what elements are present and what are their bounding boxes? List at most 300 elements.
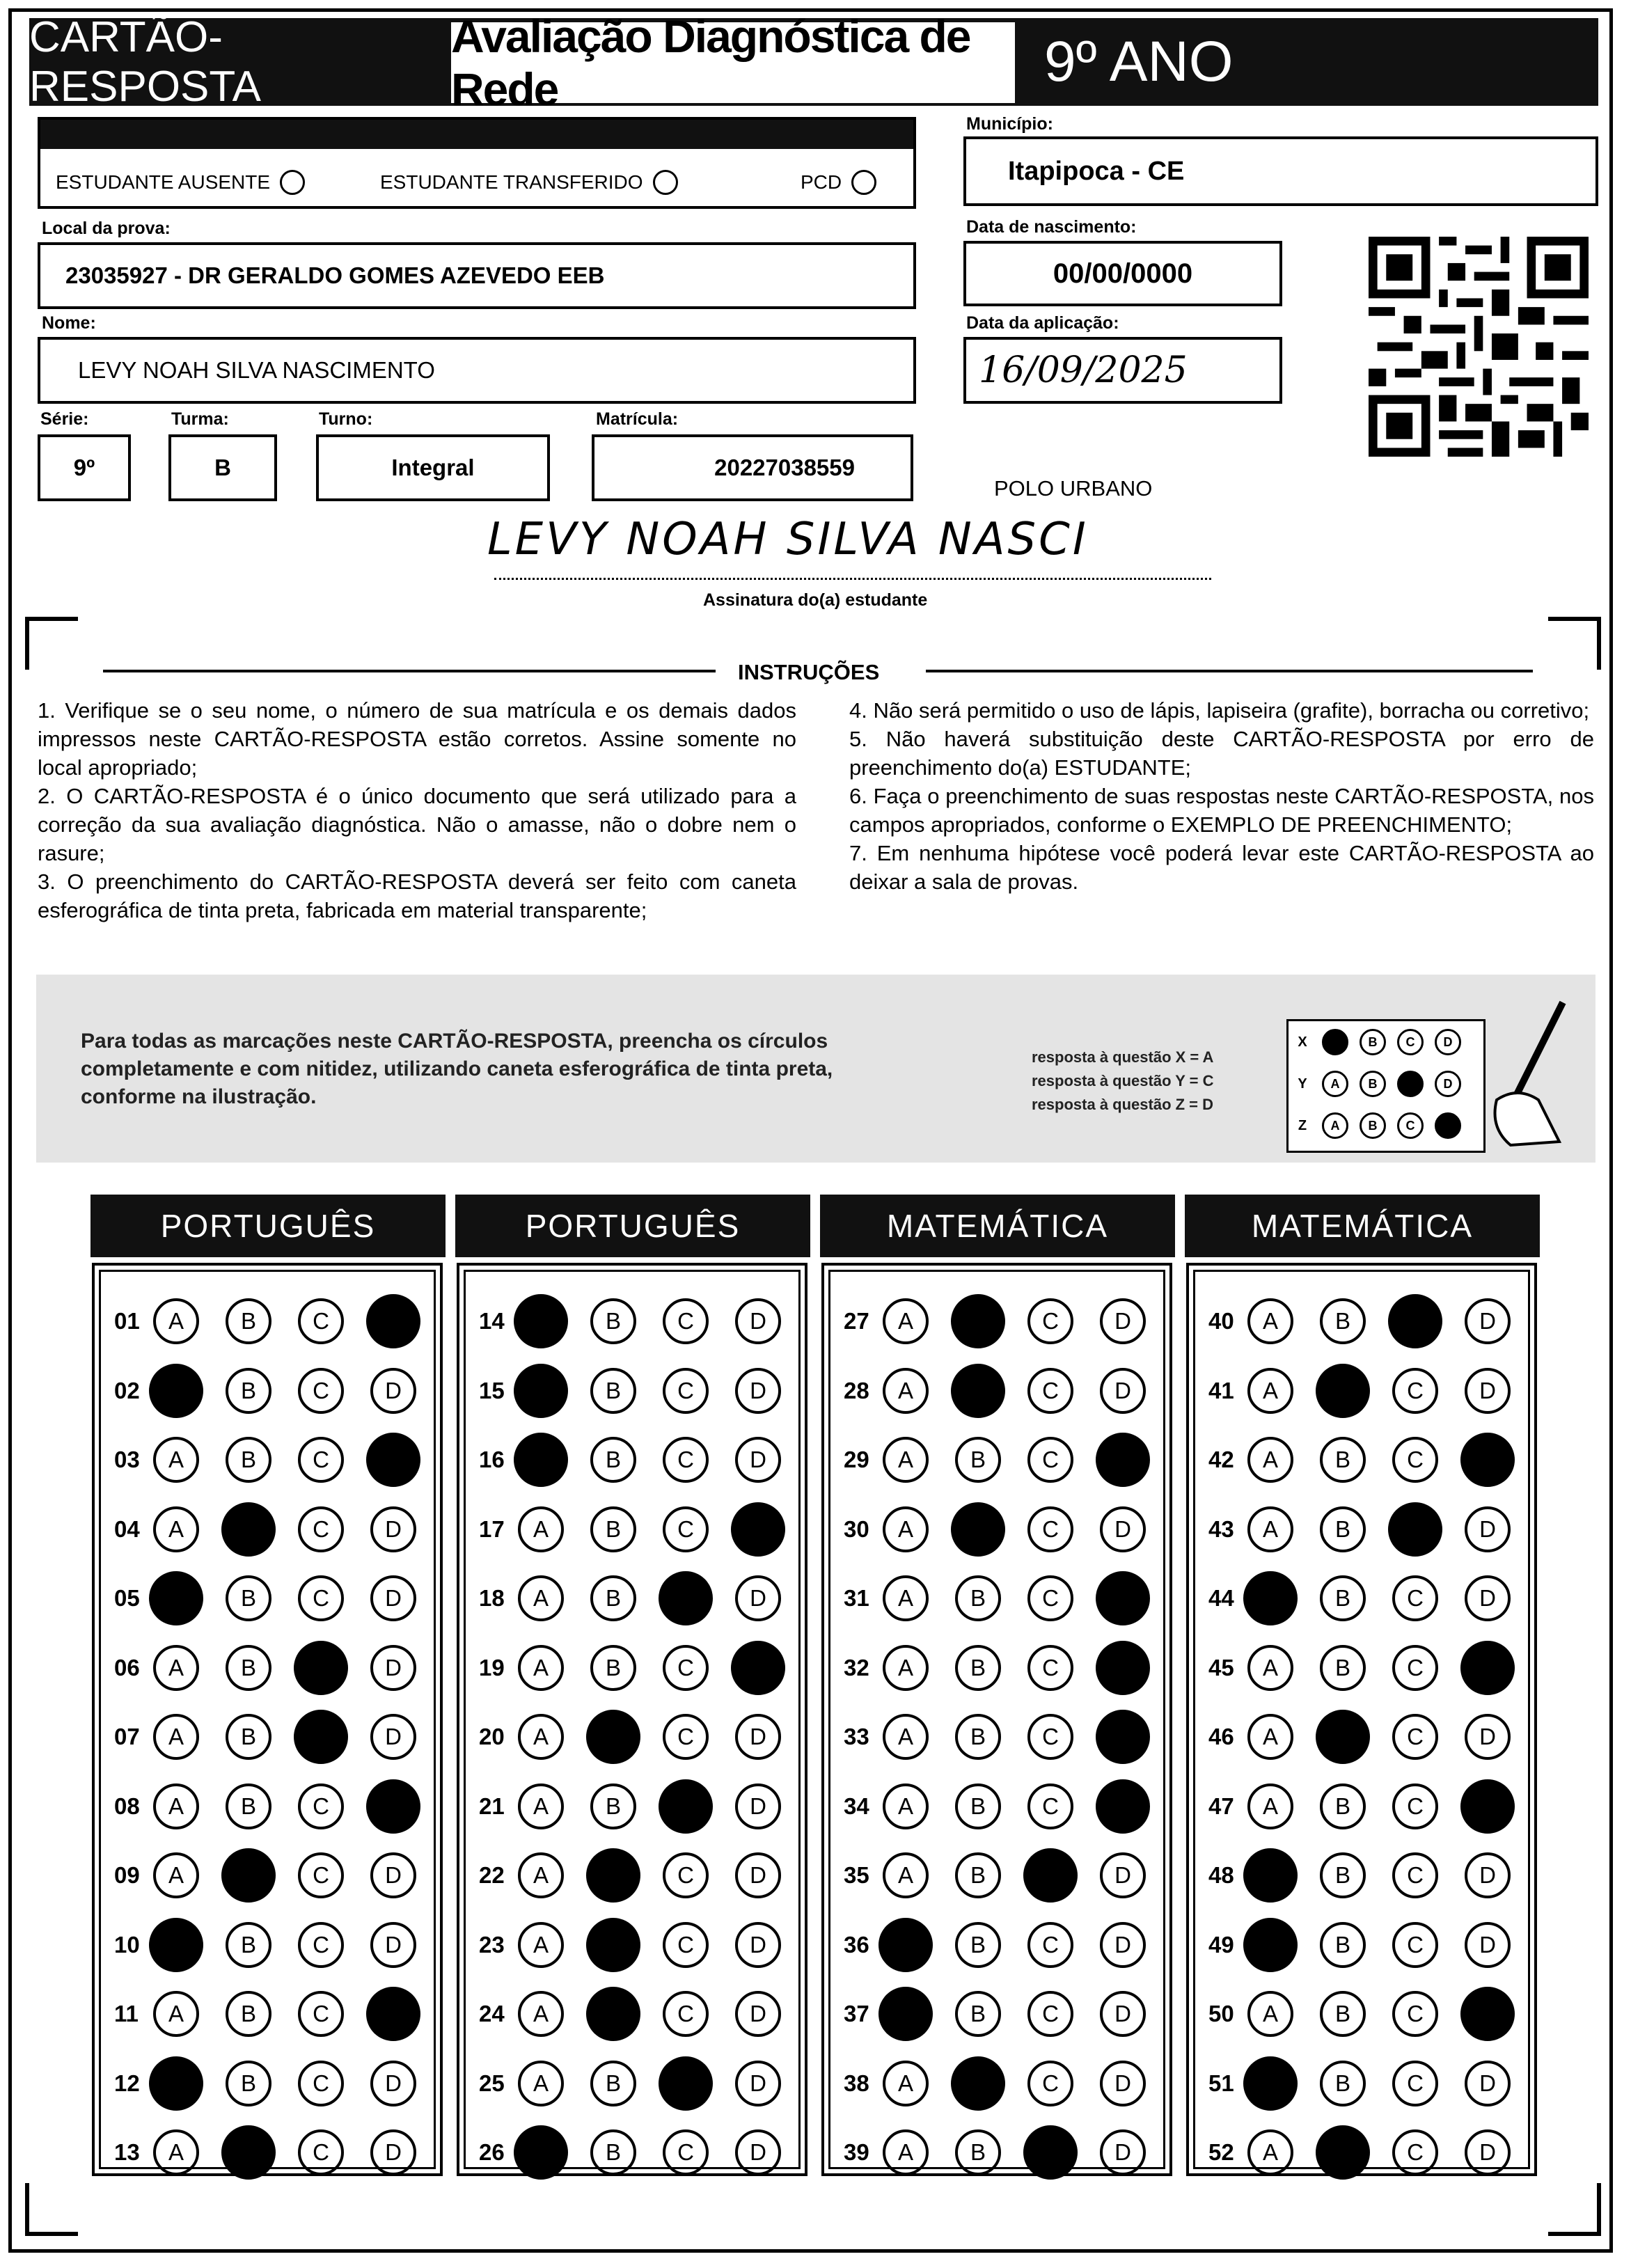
question-row [1208, 2125, 1537, 2180]
answer-bubble-a-filled[interactable] [514, 2125, 568, 2180]
question-number: 38 [844, 2070, 869, 2096]
answer-bubble-d[interactable]: D [1100, 1852, 1146, 1898]
answer-bubble-c-filled[interactable] [294, 1641, 348, 1695]
answer-bubble-a[interactable]: A [1247, 2129, 1293, 2175]
answer-bubble-d[interactable]: D [1465, 2129, 1511, 2175]
answer-bubble-d[interactable]: D [1100, 2129, 1146, 2175]
answer-bubble-b-filled[interactable] [951, 1364, 1005, 1418]
turno-value: Integral [391, 455, 475, 480]
answer-bubble-a[interactable]: A [518, 1852, 564, 1898]
answer-bubble-d-filled[interactable] [1096, 1641, 1150, 1695]
answer-bubble-d[interactable]: D [370, 1506, 416, 1552]
answer-bubble-c[interactable]: C [298, 1368, 344, 1414]
answer-bubble-d-filled[interactable] [1460, 1641, 1515, 1695]
answer-bubble-c[interactable]: C [298, 2061, 344, 2106]
answer-bubble-b[interactable]: B [226, 1368, 271, 1414]
answer-bubble-d-filled[interactable] [1460, 1433, 1515, 1487]
answer-bubble-c[interactable]: C [298, 1298, 344, 1344]
answer-bubble-a-filled[interactable] [149, 1918, 203, 1972]
answer-bubble-d[interactable]: D [1465, 1298, 1511, 1344]
question-number: 35 [844, 1862, 869, 1888]
answer-bubble-d-filled[interactable] [366, 1294, 420, 1348]
answer-bubble-b[interactable]: B [226, 2061, 271, 2106]
answer-bubble-d[interactable]: D [735, 1783, 781, 1829]
answer-bubble-b-filled[interactable] [221, 1848, 276, 1903]
answer-bubble-d[interactable]: D [735, 1852, 781, 1898]
answer-bubble-b[interactable]: B [226, 1575, 271, 1621]
answer-bubble-d[interactable]: D [1100, 1368, 1146, 1414]
answer-bubble-d-filled[interactable] [731, 1502, 785, 1557]
answer-bubble-d[interactable]: D [370, 1575, 416, 1621]
answer-bubble-c[interactable]: C [1027, 1506, 1073, 1552]
answer-bubble-a[interactable]: A [518, 1645, 564, 1691]
question-row [479, 1779, 807, 1834]
answer-bubble-c[interactable]: C [298, 1437, 344, 1483]
answer-bubble-d[interactable]: D [735, 1368, 781, 1414]
municipio-value: Itapipoca - CE [1008, 156, 1185, 186]
answer-bubble-b-filled[interactable] [951, 1502, 1005, 1557]
answer-bubble-a[interactable]: A [1247, 1298, 1293, 1344]
answer-bubble-c-filled[interactable] [659, 1571, 713, 1625]
transferred-label: ESTUDANTE TRANSFERIDO [380, 171, 643, 193]
answer-bubble-c[interactable]: C [298, 1922, 344, 1968]
grade-label: 9º ANO [1044, 30, 1234, 93]
answer-bubble-d[interactable]: D [735, 1298, 781, 1344]
answer-bubble-b[interactable]: B [1320, 1852, 1366, 1898]
answer-bubble-a-filled[interactable] [149, 1571, 203, 1625]
answer-bubble-b[interactable]: B [955, 1645, 1001, 1691]
answer-bubble-d[interactable]: D [370, 1922, 416, 1968]
answer-bubble-a[interactable]: A [1247, 1783, 1293, 1829]
answer-bubble-c[interactable]: C [1027, 2061, 1073, 2106]
answer-bubble-c[interactable]: C [663, 1852, 709, 1898]
answer-bubble-c-filled[interactable] [659, 2056, 713, 2111]
answer-bubble-d[interactable]: D [370, 1368, 416, 1414]
answer-bubble-d[interactable]: D [370, 1645, 416, 1691]
question-number: 20 [479, 1724, 505, 1749]
answer-bubble-b-filled[interactable] [1316, 1710, 1370, 1764]
answer-bubble-c[interactable]: C [1027, 1783, 1073, 1829]
answer-bubble-a[interactable]: A [883, 2129, 929, 2175]
answer-bubble-b[interactable]: B [226, 1783, 271, 1829]
answer-bubble-c[interactable]: C [1392, 1645, 1438, 1691]
question-row [844, 1570, 1172, 1626]
answer-bubble-d[interactable]: D [370, 1714, 416, 1760]
corner-mark-top-right [1548, 617, 1601, 670]
answer-bubble-c[interactable]: C [663, 1714, 709, 1760]
answer-bubble-b-filled[interactable] [951, 1294, 1005, 1348]
answer-bubble-d[interactable]: D [1100, 1506, 1146, 1552]
answer-bubble-c[interactable]: C [1027, 1368, 1073, 1414]
answer-bubble-d[interactable]: D [735, 1714, 781, 1760]
answer-bubble-c[interactable]: C [1027, 1991, 1073, 2037]
answer-bubble-b[interactable]: B [1320, 1645, 1366, 1691]
answer-bubble-b[interactable]: B [590, 1783, 636, 1829]
answer-bubble-d[interactable]: D [1465, 1852, 1511, 1898]
answer-bubble-c[interactable]: C [1392, 1437, 1438, 1483]
pcd-option[interactable] [801, 170, 876, 195]
answer-bubble-c[interactable]: C [663, 2129, 709, 2175]
answer-bubble-a[interactable]: A [1247, 1645, 1293, 1691]
answer-bubble-d-filled[interactable] [1096, 1779, 1150, 1834]
answer-bubble-c[interactable]: C [298, 1506, 344, 1552]
answer-bubble-b-filled[interactable] [1316, 1364, 1370, 1418]
example-bubble: A [1322, 1112, 1348, 1139]
answer-bubble-a[interactable]: A [153, 1783, 199, 1829]
answer-bubble-d[interactable]: D [735, 1437, 781, 1483]
local-field [38, 242, 916, 309]
answer-bubble-d-filled[interactable] [1096, 1710, 1150, 1764]
answer-bubble-b-filled[interactable] [951, 2056, 1005, 2111]
serie-label: Série: [40, 409, 89, 429]
turma-label: Turma: [171, 409, 229, 429]
answer-bubble-a[interactable]: A [153, 1506, 199, 1552]
answer-bubble-d[interactable]: D [370, 2061, 416, 2106]
question-row [114, 1779, 443, 1834]
question-row [844, 1779, 1172, 1834]
answer-bubble-a[interactable]: A [883, 1298, 929, 1344]
example-bubble: C [1397, 1029, 1424, 1055]
answer-bubble-a-filled[interactable] [514, 1433, 568, 1487]
question-number: 52 [1208, 2139, 1234, 2165]
answer-bubble-a[interactable]: A [883, 1506, 929, 1552]
answer-bubble-b-filled[interactable] [586, 1918, 640, 1972]
answer-bubble-d[interactable]: D [1465, 1368, 1511, 1414]
answer-bubble-a-filled[interactable] [514, 1364, 568, 1418]
answer-bubble-b[interactable]: B [226, 1991, 271, 2037]
instructions-rule-right [926, 670, 1533, 672]
answer-bubble-c[interactable]: C [1027, 1437, 1073, 1483]
question-number: 36 [844, 1931, 869, 1958]
answer-bubble-a[interactable]: A [883, 1852, 929, 1898]
question-number: 07 [114, 1724, 140, 1749]
answer-bubble-a[interactable]: A [153, 1298, 199, 1344]
answer-bubble-b[interactable]: B [1320, 1575, 1366, 1621]
answer-bubble-b[interactable]: B [590, 1645, 636, 1691]
answer-bubble-a-filled[interactable] [1243, 1918, 1298, 1972]
answer-bubble-c[interactable]: C [298, 2129, 344, 2175]
absent-label: ESTUDANTE AUSENTE [56, 171, 271, 193]
question-row [479, 1363, 807, 1419]
answer-bubble-a[interactable]: A [1247, 1991, 1293, 2037]
answer-bubble-d[interactable]: D [1100, 1991, 1146, 2037]
section-title: MATEMÁTICA [1185, 1195, 1540, 1257]
aplicacao-field[interactable] [963, 337, 1282, 404]
answer-bubble-b-filled[interactable] [586, 1710, 640, 1764]
legend-line: resposta à questão X = A [1032, 1048, 1214, 1066]
question-row [114, 2125, 443, 2180]
question-row [479, 1432, 807, 1488]
section-title: PORTUGUÊS [455, 1195, 810, 1257]
answer-bubble-b[interactable]: B [955, 1437, 1001, 1483]
answer-bubble-d[interactable]: D [1100, 1922, 1146, 1968]
corner-mark-bottom-left [25, 2183, 78, 2236]
transferred-option[interactable] [380, 170, 678, 195]
turma-field [168, 434, 277, 501]
question-row [844, 2125, 1172, 2180]
example-bubble: B [1360, 1112, 1386, 1139]
answer-bubble-d-filled[interactable] [1096, 1571, 1150, 1625]
turno-label: Turno: [319, 409, 373, 429]
answer-bubble-d-filled[interactable] [366, 1987, 420, 2041]
answer-bubble-a[interactable]: A [153, 1645, 199, 1691]
answer-bubble-b[interactable]: B [226, 1298, 271, 1344]
answer-bubble-a[interactable]: A [518, 1922, 564, 1968]
answer-bubble-d[interactable]: D [1465, 1506, 1511, 1552]
answer-bubble-c-filled[interactable] [294, 1710, 348, 1764]
instruction-item: 5. Não haverá substituição deste CARTÃO-RESPOSTA por erro de preenchimento do(a) ESTUDANTE; [849, 727, 1594, 780]
absent-option[interactable] [56, 170, 305, 195]
answer-bubble-a[interactable]: A [883, 1645, 929, 1691]
answer-bubble-a[interactable]: A [883, 1575, 929, 1621]
answer-bubble-a[interactable]: A [153, 1852, 199, 1898]
answer-bubble-a-filled[interactable] [1243, 1848, 1298, 1903]
answer-bubble-a[interactable]: A [883, 1783, 929, 1829]
example-row-label: Y [1298, 1076, 1307, 1092]
answer-bubble-a[interactable]: A [1247, 1506, 1293, 1552]
answer-bubble-b[interactable]: B [590, 1506, 636, 1552]
answer-column [821, 1263, 1172, 2176]
answer-bubble-c[interactable]: C [298, 1575, 344, 1621]
answer-bubble-b[interactable]: B [590, 2129, 636, 2175]
answer-bubble-a[interactable]: A [518, 1991, 564, 2037]
card-title: CARTÃO-RESPOSTA [29, 13, 262, 111]
answer-bubble-b-filled[interactable] [221, 1502, 276, 1557]
answer-bubble-d[interactable]: D [1100, 2061, 1146, 2106]
answer-bubble-d[interactable]: D [370, 2129, 416, 2175]
answer-bubble-b[interactable]: B [1320, 2061, 1366, 2106]
answer-bubble-c-filled[interactable] [1023, 2125, 1078, 2180]
question-number: 24 [479, 2001, 505, 2026]
question-number: 51 [1208, 2070, 1234, 2096]
answer-bubble-c-filled[interactable] [659, 1779, 713, 1834]
answer-bubble-c[interactable]: C [298, 1991, 344, 2037]
instructions-rule-left [103, 670, 716, 672]
answer-bubble-c[interactable]: C [663, 1991, 709, 2037]
answer-bubble-d[interactable]: D [1465, 1575, 1511, 1621]
question-row [844, 1363, 1172, 1419]
answer-bubble-b-filled[interactable] [586, 1987, 640, 2041]
question-number: 09 [114, 1862, 140, 1888]
transferred-bubble[interactable] [653, 170, 678, 195]
answer-bubble-d[interactable]: D [1100, 1298, 1146, 1344]
answer-bubble-c[interactable]: C [1392, 1922, 1438, 1968]
answer-bubble-b[interactable]: B [590, 1368, 636, 1414]
answer-bubble-b[interactable]: B [1320, 1783, 1366, 1829]
answer-bubble-b-filled[interactable] [221, 2125, 276, 2180]
answer-bubble-c[interactable]: C [663, 1368, 709, 1414]
answer-bubble-a[interactable]: A [883, 1437, 929, 1483]
question-row [1208, 1432, 1537, 1488]
answer-bubble-c[interactable]: C [1392, 1991, 1438, 2037]
question-number: 50 [1208, 2001, 1234, 2026]
question-number: 29 [844, 1447, 869, 1472]
question-row [479, 1570, 807, 1626]
question-row [844, 1640, 1172, 1696]
answer-bubble-b[interactable]: B [955, 2129, 1001, 2175]
answer-bubble-b[interactable]: B [590, 1437, 636, 1483]
answer-bubble-b[interactable]: B [1320, 1437, 1366, 1483]
answer-bubble-c[interactable]: C [1027, 1714, 1073, 1760]
answer-bubble-b[interactable]: B [955, 1575, 1001, 1621]
answer-bubble-a-filled[interactable] [149, 1364, 203, 1418]
answer-bubble-d-filled[interactable] [731, 1641, 785, 1695]
question-number: 15 [479, 1377, 505, 1403]
signature[interactable]: LEVY NOAH SILVA NASCI [487, 514, 1089, 565]
answer-bubble-d-filled[interactable] [366, 1433, 420, 1487]
question-number: 13 [114, 2139, 140, 2165]
answer-bubble-c[interactable]: C [663, 1922, 709, 1968]
question-row [114, 1502, 443, 1557]
answer-bubble-c[interactable]: C [1392, 2061, 1438, 2106]
answer-bubble-b[interactable]: B [1320, 1922, 1366, 1968]
answer-bubble-c[interactable]: C [663, 1506, 709, 1552]
answer-bubble-c-filled[interactable] [1388, 1294, 1442, 1348]
answer-bubble-c[interactable]: C [1392, 1368, 1438, 1414]
question-row [114, 1709, 443, 1765]
answer-bubble-b[interactable]: B [955, 1783, 1001, 1829]
answer-bubble-c[interactable]: C [1027, 1298, 1073, 1344]
answer-bubble-c[interactable]: C [298, 1852, 344, 1898]
answer-bubble-a-filled[interactable] [1243, 2056, 1298, 2111]
answer-bubble-a-filled[interactable] [878, 1987, 933, 2041]
answer-bubble-d-filled[interactable] [1096, 1433, 1150, 1487]
answer-bubble-d-filled[interactable] [1460, 1987, 1515, 2041]
question-row [479, 1848, 807, 1903]
answer-bubble-b[interactable]: B [226, 1437, 271, 1483]
answer-bubble-b-filled[interactable] [586, 1848, 640, 1903]
answer-bubble-b[interactable]: B [226, 1714, 271, 1760]
question-number: 23 [479, 1931, 505, 1958]
answer-bubble-a[interactable]: A [153, 1437, 199, 1483]
answer-bubble-a[interactable]: A [883, 2061, 929, 2106]
answer-bubble-b[interactable]: B [590, 1298, 636, 1344]
question-number: 17 [479, 1515, 505, 1542]
answer-bubble-d-filled[interactable] [366, 1779, 420, 1834]
answer-bubble-d[interactable]: D [735, 1991, 781, 2037]
answer-bubble-a[interactable]: A [883, 1368, 929, 1414]
question-number: 19 [479, 1654, 505, 1680]
answer-bubble-d[interactable]: D [735, 2061, 781, 2106]
answer-bubble-b[interactable]: B [590, 2061, 636, 2106]
answer-bubble-c[interactable]: C [298, 1783, 344, 1829]
answer-bubble-a-filled[interactable] [514, 1294, 568, 1348]
answer-bubble-b[interactable]: B [226, 1922, 271, 1968]
question-number: 21 [479, 1793, 505, 1819]
question-row [1208, 1917, 1537, 1973]
answer-bubble-c[interactable]: C [1392, 1714, 1438, 1760]
question-row [1208, 1640, 1537, 1696]
question-number: 16 [479, 1447, 505, 1472]
question-number: 12 [114, 2070, 140, 2096]
question-row [844, 2056, 1172, 2111]
answer-column [457, 1263, 807, 2176]
answer-bubble-d[interactable]: D [1465, 2061, 1511, 2106]
answer-bubble-a[interactable]: A [153, 1714, 199, 1760]
absent-bubble[interactable] [280, 170, 305, 195]
answer-bubble-a[interactable]: A [518, 1783, 564, 1829]
question-row [479, 1640, 807, 1696]
answer-bubble-a[interactable]: A [518, 2061, 564, 2106]
answer-bubble-b[interactable]: B [1320, 1991, 1366, 2037]
answer-bubble-c[interactable]: C [663, 1298, 709, 1344]
answer-bubble-d[interactable]: D [735, 2129, 781, 2175]
question-number: 33 [844, 1724, 869, 1749]
nome-label: Nome: [42, 313, 96, 333]
filling-example-legend [1032, 1046, 1213, 1117]
answer-bubble-a[interactable]: A [153, 2129, 199, 2175]
answer-bubble-d[interactable]: D [735, 1575, 781, 1621]
answer-bubble-d[interactable]: D [1465, 1922, 1511, 1968]
corner-mark-bottom-right [1548, 2183, 1601, 2236]
answer-bubble-c[interactable]: C [1027, 1645, 1073, 1691]
answer-bubble-d-filled[interactable] [1460, 1779, 1515, 1834]
question-number: 25 [479, 2070, 505, 2096]
answer-bubble-c[interactable]: C [1392, 2129, 1438, 2175]
question-number: 27 [844, 1308, 869, 1334]
answer-bubble-a-filled[interactable] [878, 1918, 933, 1972]
answer-bubble-d[interactable]: D [1465, 1714, 1511, 1760]
serie-value: 9º [73, 455, 95, 480]
answer-bubble-b[interactable]: B [955, 1714, 1001, 1760]
answer-bubble-c[interactable]: C [1027, 1922, 1073, 1968]
answer-bubble-c[interactable]: C [663, 1437, 709, 1483]
answer-bubble-a[interactable]: A [518, 1506, 564, 1552]
question-number: 02 [114, 1377, 140, 1403]
answer-bubble-c[interactable]: C [1392, 1575, 1438, 1621]
answer-bubble-a[interactable]: A [1247, 1437, 1293, 1483]
question-number: 39 [844, 2139, 869, 2165]
question-row [844, 1432, 1172, 1488]
aplicacao-label: Data da aplicação: [966, 313, 1119, 333]
answer-bubble-a[interactable]: A [1247, 1368, 1293, 1414]
question-number: 04 [114, 1515, 140, 1542]
question-number: 28 [844, 1377, 869, 1403]
answer-bubble-a-filled[interactable] [1243, 1571, 1298, 1625]
nascimento-value: 00/00/0000 [1053, 258, 1193, 289]
answer-bubble-b[interactable]: B [955, 1922, 1001, 1968]
answer-bubble-a[interactable]: A [518, 1714, 564, 1760]
answer-bubble-d[interactable]: D [370, 1852, 416, 1898]
example-row [1289, 1021, 1483, 1063]
answer-bubble-d[interactable]: D [735, 1922, 781, 1968]
answer-bubble-c[interactable]: C [663, 1645, 709, 1691]
answer-bubble-a[interactable]: A [883, 1714, 929, 1760]
answer-bubble-a-filled[interactable] [149, 2056, 203, 2111]
answer-bubble-a[interactable]: A [518, 1575, 564, 1621]
answer-bubble-a[interactable]: A [153, 1991, 199, 2037]
answer-bubble-a[interactable]: A [1247, 1714, 1293, 1760]
answer-bubble-c[interactable]: C [1392, 1783, 1438, 1829]
answer-bubble-b[interactable]: B [1320, 1298, 1366, 1344]
question-row [844, 1502, 1172, 1557]
answer-bubble-b-filled[interactable] [1316, 2125, 1370, 2180]
answer-bubble-c-filled[interactable] [1388, 1502, 1442, 1557]
nome-value: LEVY NOAH SILVA NASCIMENTO [78, 357, 435, 383]
answer-bubble-b[interactable]: B [226, 1645, 271, 1691]
pcd-bubble[interactable] [851, 170, 876, 195]
question-number: 42 [1208, 1447, 1234, 1472]
answer-bubble-c[interactable]: C [1392, 1852, 1438, 1898]
answer-bubble-b[interactable]: B [1320, 1506, 1366, 1552]
answer-bubble-b[interactable]: B [955, 1852, 1001, 1898]
question-number: 03 [114, 1447, 140, 1472]
turma-value: B [214, 455, 231, 480]
answer-bubble-b[interactable]: B [955, 1991, 1001, 2037]
answer-bubble-c[interactable]: C [1027, 1575, 1073, 1621]
answer-bubble-b[interactable]: B [590, 1575, 636, 1621]
answer-bubble-c-filled[interactable] [1023, 1848, 1078, 1903]
